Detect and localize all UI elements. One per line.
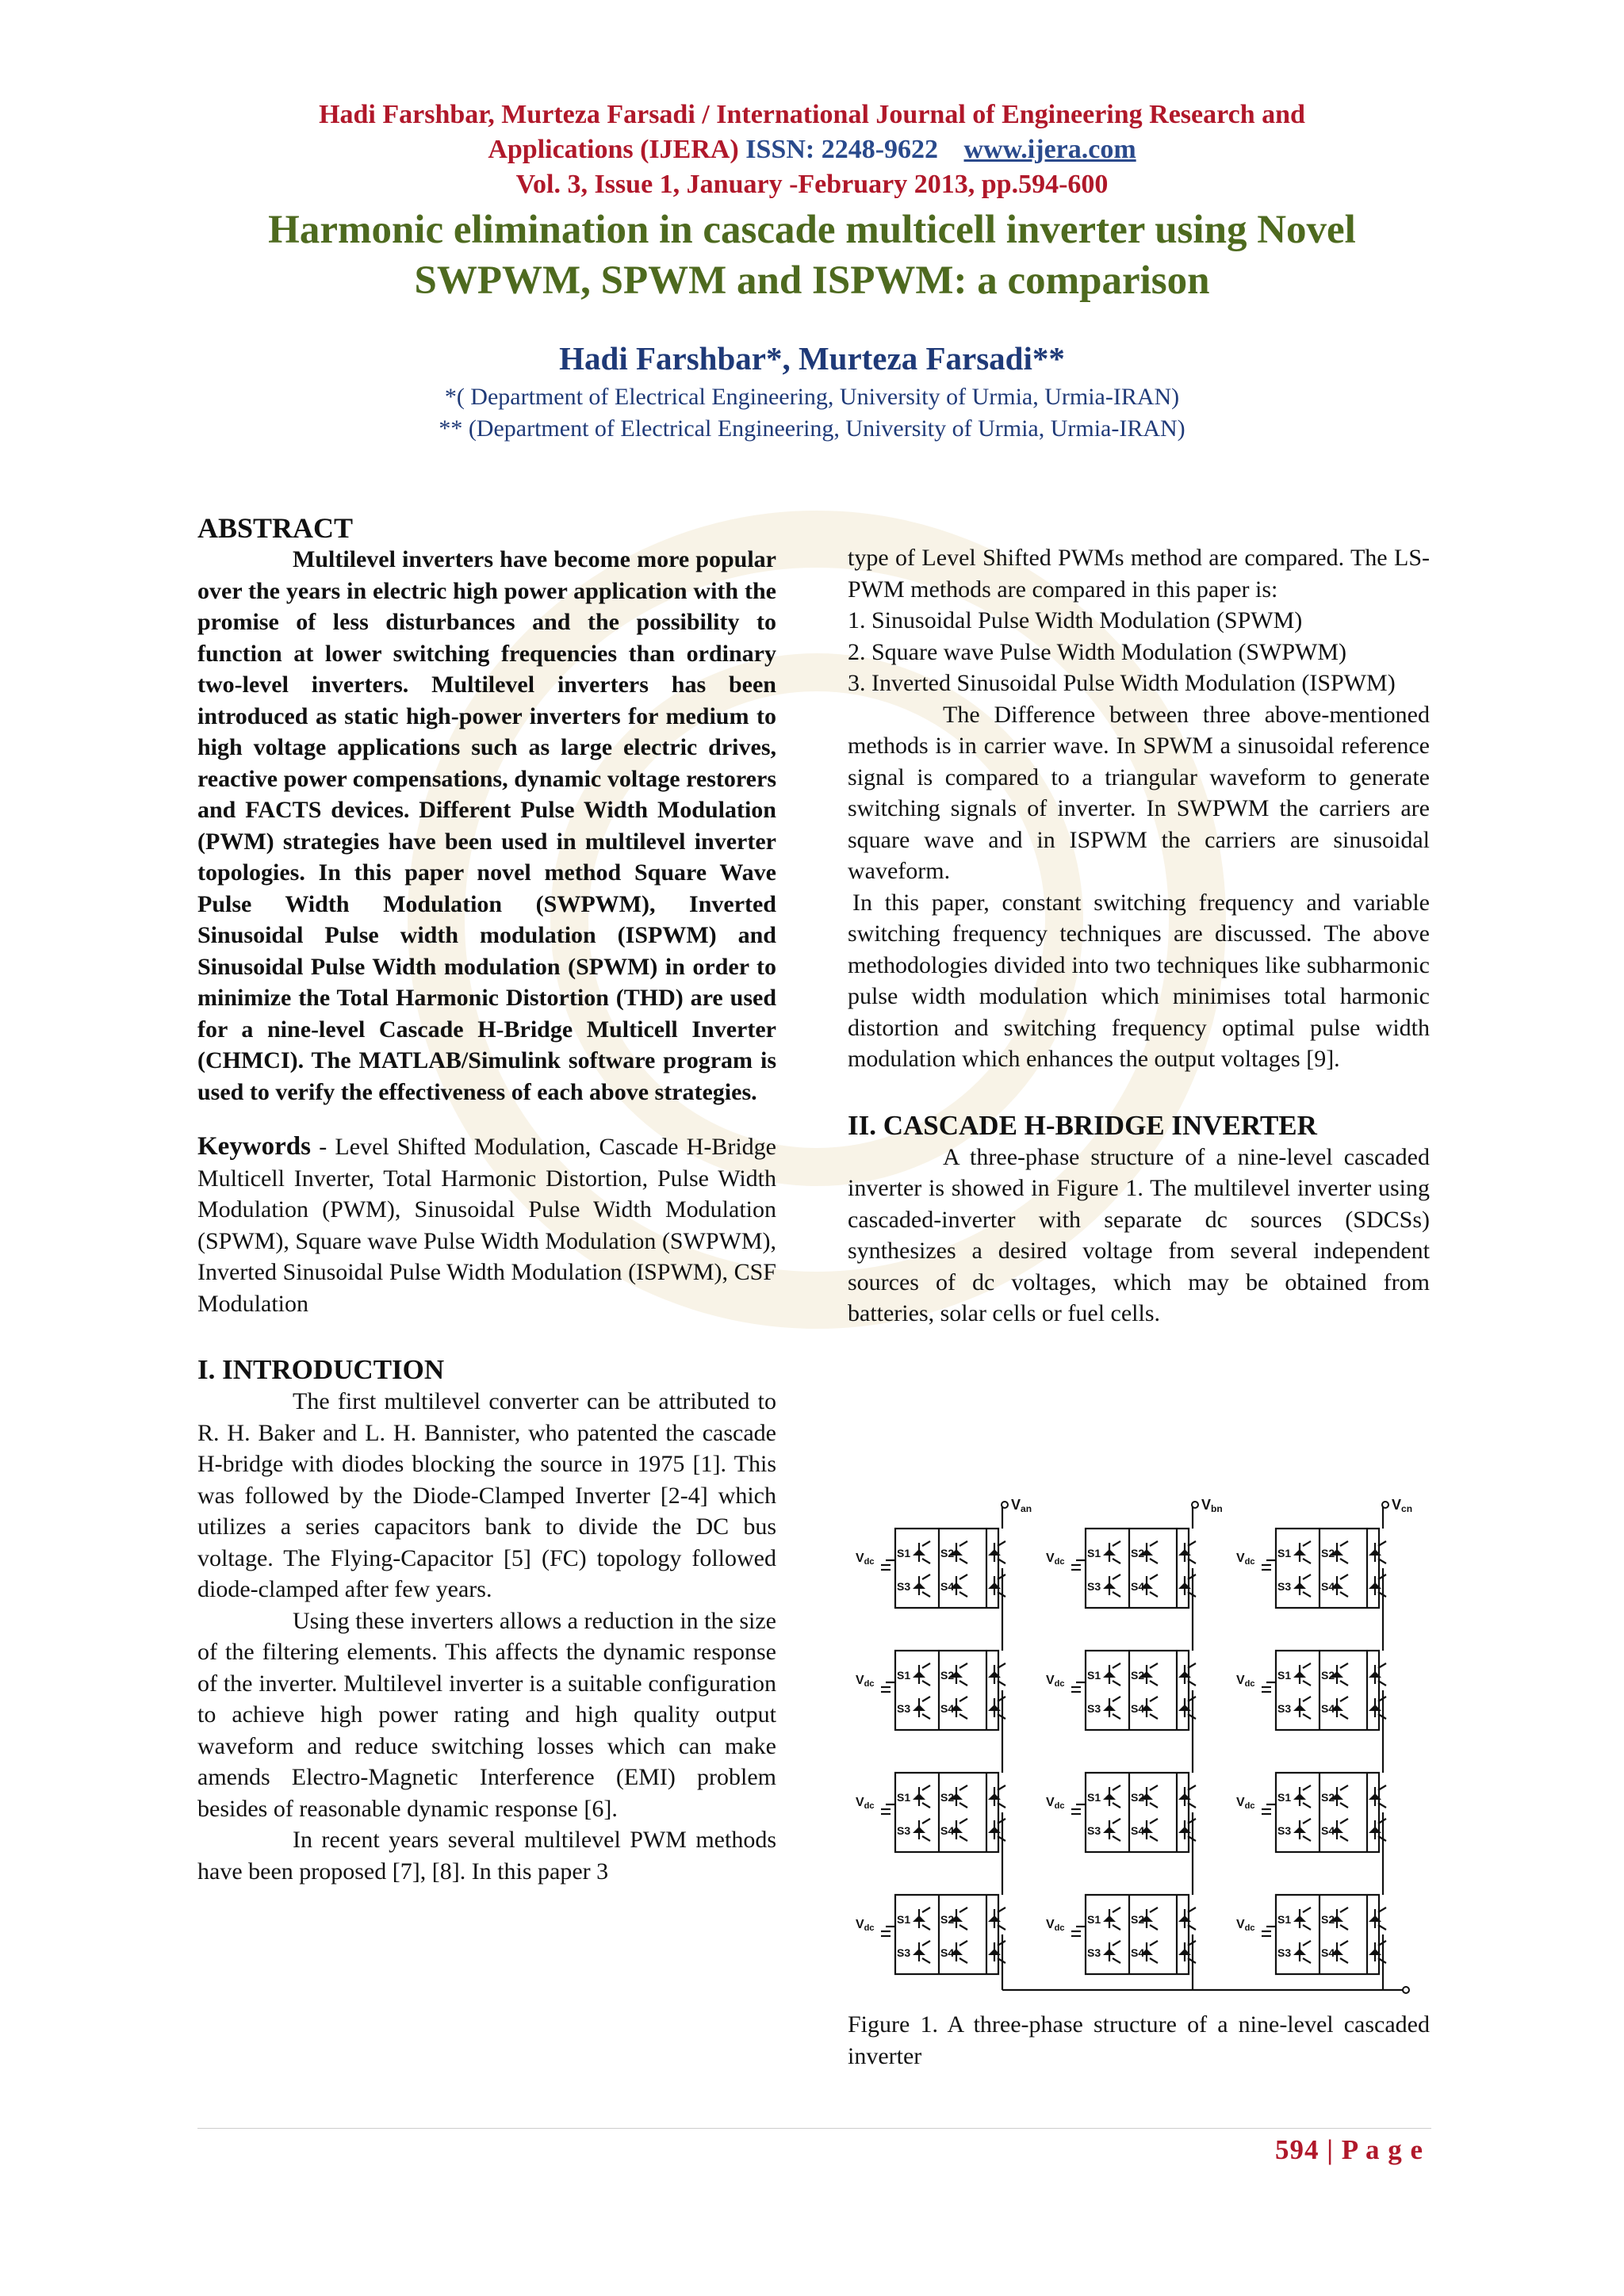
keywords bbox=[197, 1131, 776, 1319]
right-paragraph-2: The Difference between three above-mentioned methods is in carrier wave. In SPWM a sinusoidal reference signal is compared to a triangular waveform to generate switching signals of inverter. In SWPWM the carriers are square wave and in ISPWM the carriers are sinusoidal waveform. bbox=[848, 701, 1430, 884]
switch-label: S1 bbox=[897, 1913, 911, 1926]
vdc-label: Vdc bbox=[856, 1796, 875, 1811]
switch-lead bbox=[1113, 1714, 1120, 1719]
switch-label: S1 bbox=[897, 1547, 911, 1559]
switch-lead bbox=[959, 1681, 967, 1686]
switch-label: S4 bbox=[1321, 1702, 1335, 1715]
figure-1-circuit-diagram bbox=[848, 1497, 1419, 2011]
switch-label: S2 bbox=[1321, 1669, 1335, 1682]
switch-lead bbox=[1303, 1941, 1311, 1946]
switch-lead bbox=[1303, 1592, 1311, 1597]
switch-lead bbox=[1150, 1941, 1158, 1946]
switch-lead bbox=[1150, 1803, 1158, 1808]
switch-lead bbox=[1340, 1663, 1348, 1668]
switch-lead bbox=[1113, 1803, 1120, 1808]
diode-icon bbox=[1293, 1549, 1306, 1556]
right-paragraph-1: type of Level Shifted PWMs method are compared. The LS-PWM methods are compared in this paper is: bbox=[848, 545, 1430, 603]
switch-label: S2 bbox=[940, 1547, 955, 1559]
h-bridge-cell bbox=[1086, 1651, 1189, 1730]
page-number: 594 | P a g e bbox=[1275, 2134, 1423, 2165]
vdc-label: Vdc bbox=[1236, 1674, 1255, 1689]
switch-lead bbox=[1340, 1819, 1348, 1823]
h-bridge-cell bbox=[1086, 1529, 1189, 1608]
vdc-label: Vdc bbox=[1046, 1552, 1065, 1567]
footer-rule bbox=[197, 2128, 1431, 2129]
switch-lead bbox=[1150, 1714, 1158, 1719]
intro-paragraph-3: In recent years several multilevel PWM methods have been proposed [7], [8]. In this paper 3 bbox=[197, 1827, 776, 1885]
terminal-icon bbox=[1192, 1502, 1198, 1508]
switch-label: S4 bbox=[940, 1580, 955, 1593]
switch-lead bbox=[1303, 1541, 1311, 1546]
switch-lead bbox=[1303, 1559, 1311, 1563]
switch-lead bbox=[959, 1541, 967, 1546]
switch-lead bbox=[1113, 1697, 1120, 1701]
method-list bbox=[848, 605, 1430, 699]
switch-lead bbox=[922, 1941, 930, 1946]
switch-lead bbox=[1340, 1836, 1348, 1841]
switch-label: S3 bbox=[1277, 1702, 1292, 1715]
switch-lead bbox=[1113, 1819, 1120, 1823]
phase-label: Vbn bbox=[1201, 1497, 1223, 1514]
switch-label: S4 bbox=[940, 1946, 955, 1959]
issn: ISSN: 2248-9622 bbox=[745, 135, 939, 164]
switch-label: S1 bbox=[1277, 1547, 1292, 1559]
phase-label: Van bbox=[1011, 1497, 1032, 1514]
switch-lead bbox=[1340, 1697, 1348, 1701]
diode-icon bbox=[1293, 1671, 1306, 1678]
switch-lead bbox=[959, 1559, 967, 1563]
vdc-label: Vdc bbox=[1046, 1796, 1065, 1811]
switch-lead bbox=[1150, 1559, 1158, 1563]
switch-lead bbox=[922, 1592, 930, 1597]
switch-label: S3 bbox=[1087, 1702, 1101, 1715]
switch-lead bbox=[1303, 1697, 1311, 1701]
switch-lead bbox=[1303, 1785, 1311, 1790]
diode-icon bbox=[913, 1793, 925, 1800]
h-bridge-cell bbox=[1276, 1529, 1379, 1608]
method-list-item: 2. Square wave Pulse Width Modulation (SWPWM) bbox=[848, 638, 1347, 665]
switch-lead bbox=[1303, 1925, 1311, 1930]
switch-lead bbox=[1150, 1785, 1158, 1790]
switch-label: S3 bbox=[897, 1824, 911, 1837]
right-column bbox=[848, 542, 1430, 1330]
switch-lead bbox=[959, 1836, 967, 1841]
h-bridge-cell bbox=[1276, 1651, 1379, 1730]
running-header-line1: Hadi Farshbar, Murteza Farsadi / International Journal of Engineering Research and bbox=[319, 100, 1305, 129]
switch-lead bbox=[1113, 1681, 1120, 1686]
switch-lead bbox=[1150, 1697, 1158, 1701]
diode-icon bbox=[913, 1705, 925, 1711]
switch-lead bbox=[959, 1941, 967, 1946]
h-bridge-cell bbox=[1086, 1895, 1189, 1974]
switch-lead bbox=[959, 1819, 967, 1823]
diode-icon bbox=[913, 1549, 925, 1556]
intro-paragraph-1: The first multilevel converter can be attributed to R. H. Baker and L. H. Bannister, who patented the cascade H-bridge with diodes blocking the source in 1975 [1]. This was followed by the Diode-Clamped Inverter [2-4] which utilizes a series capacitors bank to divide the DC bus voltage. The Flying-Capacitor [5] (FC) topology followed diode-clamped after few years. bbox=[197, 1388, 776, 1602]
switch-lead bbox=[922, 1714, 930, 1719]
switch-lead bbox=[1150, 1819, 1158, 1823]
diode-icon bbox=[1103, 1793, 1116, 1800]
switch-label: S2 bbox=[1131, 1791, 1145, 1804]
switch-label: S4 bbox=[1321, 1580, 1335, 1593]
switch-lead bbox=[959, 1697, 967, 1701]
switch-lead bbox=[1113, 1559, 1120, 1563]
switch-lead bbox=[1340, 1803, 1348, 1808]
switch-lead bbox=[1340, 1575, 1348, 1579]
diode-icon bbox=[913, 1915, 925, 1922]
h-bridge-cell bbox=[895, 1651, 998, 1730]
vdc-label: Vdc bbox=[1046, 1674, 1065, 1689]
diode-icon bbox=[1103, 1827, 1116, 1833]
switch-label: S3 bbox=[1277, 1824, 1292, 1837]
method-list-item: 3. Inverted Sinusoidal Pulse Width Modulation (ISPWM) bbox=[848, 670, 1396, 696]
switch-label: S1 bbox=[897, 1669, 911, 1682]
switch-label: S1 bbox=[1277, 1913, 1292, 1926]
switch-lead bbox=[1340, 1681, 1348, 1686]
abstract-heading: ABSTRACT bbox=[197, 512, 354, 544]
terminal-icon bbox=[1382, 1502, 1388, 1508]
journal-website-link[interactable]: www.ijera.com bbox=[963, 135, 1136, 164]
switch-lead bbox=[922, 1958, 930, 1963]
switch-lead bbox=[1340, 1541, 1348, 1546]
title-line2: SWPWM, SPWM and ISPWM: a comparison bbox=[414, 258, 1210, 303]
diode-icon bbox=[1293, 1705, 1306, 1711]
diode-icon bbox=[1293, 1949, 1306, 1955]
diode-icon bbox=[913, 1671, 925, 1678]
switch-lead bbox=[922, 1908, 930, 1912]
switch-lead bbox=[1340, 1908, 1348, 1912]
switch-lead bbox=[1150, 1908, 1158, 1912]
section2-heading: II. CASCADE H-BRIDGE INVERTER bbox=[848, 1109, 1317, 1141]
switch-label: S2 bbox=[1321, 1791, 1335, 1804]
keywords-text: - Level Shifted Modulation, Cascade H-Bridge Multicell Inverter, Total Harmonic Distortion, Pulse Width Modulation (PWM), Sinusoidal Pulse Width Modulation (SPWM), Square wave Pulse Width Modulation (SWPWM), Inverted Sinusoidal Pulse Width Modulation (ISPWM), CSF Modulation bbox=[197, 1134, 776, 1317]
section2-paragraph: A three-phase structure of a nine-level cascaded inverter is showed in Figure 1. The multilevel inverter using cascaded-inverter with separate dc sources (SDCSs) synthesizes a desired voltage from several independent sources of dc voltages, which may be obtained from batteries, solar cells or fuel cells. bbox=[848, 1143, 1430, 1326]
switch-lead bbox=[1340, 1714, 1348, 1719]
switch-label: S1 bbox=[1277, 1791, 1292, 1804]
switch-lead bbox=[922, 1697, 930, 1701]
switch-lead bbox=[922, 1785, 930, 1790]
affiliation-1: *( Department of Electrical Engineering, University of Urmia, Urmia-IRAN) bbox=[444, 384, 1180, 410]
paper-title bbox=[119, 205, 1505, 306]
switch-lead bbox=[959, 1803, 967, 1808]
diode-icon bbox=[913, 1827, 925, 1833]
switch-lead bbox=[959, 1958, 967, 1963]
switch-lead bbox=[922, 1575, 930, 1579]
switch-label: S4 bbox=[940, 1702, 955, 1715]
diode-icon bbox=[1103, 1671, 1116, 1678]
left-column bbox=[197, 512, 776, 1887]
switch-label: S2 bbox=[940, 1791, 955, 1804]
switch-label: S2 bbox=[1321, 1913, 1335, 1926]
switch-label: S3 bbox=[897, 1580, 911, 1593]
switch-lead bbox=[959, 1925, 967, 1930]
h-bridge-cell bbox=[895, 1529, 998, 1608]
switch-lead bbox=[1113, 1663, 1120, 1668]
switch-lead bbox=[922, 1663, 930, 1668]
switch-lead bbox=[922, 1925, 930, 1930]
switch-lead bbox=[1303, 1958, 1311, 1963]
switch-lead bbox=[1113, 1592, 1120, 1597]
switch-label: S3 bbox=[1087, 1824, 1101, 1837]
switch-lead bbox=[922, 1681, 930, 1686]
diode-icon bbox=[1103, 1582, 1116, 1589]
switch-lead bbox=[959, 1714, 967, 1719]
switch-lead bbox=[922, 1541, 930, 1546]
switch-lead bbox=[1303, 1908, 1311, 1912]
switch-label: S4 bbox=[1321, 1824, 1335, 1837]
phase-label: Vcn bbox=[1392, 1497, 1413, 1514]
switch-lead bbox=[1150, 1925, 1158, 1930]
title-line1: Harmonic elimination in cascade multicell inverter using Novel bbox=[268, 208, 1356, 252]
switch-lead bbox=[1113, 1836, 1120, 1841]
switch-lead bbox=[1340, 1958, 1348, 1963]
figure-1-caption: Figure 1. A three-phase structure of a nine-level cascaded inverter bbox=[848, 2011, 1430, 2069]
switch-lead bbox=[1150, 1836, 1158, 1841]
switch-lead bbox=[922, 1559, 930, 1563]
switch-lead bbox=[1303, 1681, 1311, 1686]
switch-label: S4 bbox=[1131, 1580, 1145, 1593]
method-list-item: 1. Sinusoidal Pulse Width Modulation (SPWM) bbox=[848, 607, 1303, 633]
vdc-label: Vdc bbox=[1236, 1918, 1255, 1933]
h-bridge-cell bbox=[1276, 1895, 1379, 1974]
switch-lead bbox=[1150, 1575, 1158, 1579]
vdc-label: Vdc bbox=[1236, 1552, 1255, 1567]
running-header-line2 bbox=[119, 133, 1505, 166]
diode-icon bbox=[1103, 1705, 1116, 1711]
keywords-label: Keywords bbox=[197, 1132, 311, 1161]
volume-info: Vol. 3, Issue 1, January -February 2013, pp.594-600 bbox=[515, 170, 1109, 199]
switch-label: S4 bbox=[940, 1824, 955, 1837]
switch-lead bbox=[1340, 1785, 1348, 1790]
diode-icon bbox=[1103, 1549, 1116, 1556]
switch-lead bbox=[959, 1575, 967, 1579]
switch-label: S2 bbox=[1131, 1669, 1145, 1682]
diode-icon bbox=[1293, 1582, 1306, 1589]
switch-lead bbox=[922, 1803, 930, 1808]
diode-icon bbox=[1293, 1915, 1306, 1922]
switch-label: S2 bbox=[1131, 1547, 1145, 1559]
switch-lead bbox=[1113, 1785, 1120, 1790]
switch-label: S4 bbox=[1131, 1702, 1145, 1715]
diode-icon bbox=[1293, 1793, 1306, 1800]
switch-lead bbox=[922, 1819, 930, 1823]
switch-label: S2 bbox=[940, 1669, 955, 1682]
abstract-text: Multilevel inverters have become more popular over the years in electric high power application with the promise of less disturbances and the possibility to function at lower switching frequencies than ordinary two-level inverters. Multilevel inverters has been introduced as static high-power inverters for medium to high voltage applications such as large electric drives, reactive power compensations, dynamic voltage restorers and FACTS devices. Different Pulse Width Modulation (PWM) strategies have been used in multilevel inverter topologies. In this paper novel method Square Wave Pulse Width Modulation (SWPWM), Inverted Sinusoidal Pulse width modulation (ISPWM) and Sinusoidal Pulse Width modulation (SPWM) in order to minimize the Total Harmonic Distortion (THD) are used for a nine-level Cascade H-Bridge Multicell Inverter (CHMCI). The MATLAB/Simulink software program is used to verify the effectiveness of each above strategies. bbox=[197, 546, 776, 1105]
switch-lead bbox=[1303, 1663, 1311, 1668]
switch-lead bbox=[959, 1663, 967, 1668]
vdc-label: Vdc bbox=[856, 1552, 875, 1567]
switch-lead bbox=[1340, 1925, 1348, 1930]
switch-lead bbox=[1150, 1592, 1158, 1597]
switch-lead bbox=[1340, 1559, 1348, 1563]
switch-lead bbox=[1113, 1575, 1120, 1579]
switch-label: S2 bbox=[1131, 1913, 1145, 1926]
diode-icon bbox=[1293, 1827, 1306, 1833]
switch-lead bbox=[959, 1785, 967, 1790]
switch-lead bbox=[1150, 1958, 1158, 1963]
switch-lead bbox=[1113, 1941, 1120, 1946]
switch-lead bbox=[959, 1908, 967, 1912]
intro-heading: I. INTRODUCTION bbox=[197, 1354, 445, 1385]
switch-lead bbox=[1340, 1941, 1348, 1946]
switch-label: S4 bbox=[1131, 1946, 1145, 1959]
intro-paragraph-2: Using these inverters allows a reduction in the size of the filtering elements. This affects the dynamic response of the inverter. Multilevel inverter is a suitable configuration to achieve high power rating and high quality output waveform and reduce switching losses which can make amends Electro-Magnetic Interference (EMI) problem besides of reasonable dynamic response [6]. bbox=[197, 1607, 776, 1822]
switch-lead bbox=[1113, 1541, 1120, 1546]
switch-label: S4 bbox=[1321, 1946, 1335, 1959]
switch-lead bbox=[1150, 1663, 1158, 1668]
switch-label: S3 bbox=[1277, 1580, 1292, 1593]
switch-lead bbox=[1303, 1803, 1311, 1808]
switch-lead bbox=[1303, 1836, 1311, 1841]
authors: Hadi Farshbar*, Murteza Farsadi** bbox=[559, 340, 1065, 377]
switch-lead bbox=[1150, 1541, 1158, 1546]
switch-lead bbox=[959, 1592, 967, 1597]
diode-icon bbox=[913, 1582, 925, 1589]
switch-label: S4 bbox=[1131, 1824, 1145, 1837]
switch-lead bbox=[1113, 1958, 1120, 1963]
h-bridge-cell bbox=[1276, 1773, 1379, 1852]
switch-label: S1 bbox=[1087, 1791, 1101, 1804]
switch-label: S2 bbox=[1321, 1547, 1335, 1559]
switch-label: S2 bbox=[940, 1913, 955, 1926]
switch-lead bbox=[1150, 1681, 1158, 1686]
switch-lead bbox=[1113, 1908, 1120, 1912]
switch-label: S1 bbox=[897, 1791, 911, 1804]
vdc-label: Vdc bbox=[856, 1918, 875, 1933]
vdc-label: Vdc bbox=[1236, 1796, 1255, 1811]
affiliation-2: ** (Department of Electrical Engineering, University of Urmia, Urmia-IRAN) bbox=[439, 415, 1185, 442]
neutral-terminal-icon bbox=[1403, 1987, 1409, 1993]
diode-icon bbox=[913, 1949, 925, 1955]
switch-label: S3 bbox=[1087, 1580, 1101, 1593]
switch-label: S1 bbox=[1087, 1913, 1101, 1926]
terminal-icon bbox=[1002, 1502, 1008, 1508]
switch-lead bbox=[922, 1836, 930, 1841]
switch-lead bbox=[1113, 1925, 1120, 1930]
switch-label: S3 bbox=[1277, 1946, 1292, 1959]
h-bridge-cell bbox=[895, 1895, 998, 1974]
journal-name: Applications (IJERA) bbox=[488, 135, 739, 164]
switch-label: S1 bbox=[1087, 1669, 1101, 1682]
switch-label: S3 bbox=[1087, 1946, 1101, 1959]
switch-lead bbox=[1303, 1575, 1311, 1579]
switch-lead bbox=[1340, 1592, 1348, 1597]
switch-label: S1 bbox=[1087, 1547, 1101, 1559]
switch-label: S3 bbox=[897, 1946, 911, 1959]
h-bridge-cell bbox=[1086, 1773, 1189, 1852]
right-paragraph-3: In this paper, constant switching frequency and variable switching frequency techniques are discussed. The above methodologies divided into two techniques like subharmonic pulse width modulation which minimises total harmonic distortion and switching frequency optimal pulse width modulation which enhances the output voltages [9]. bbox=[848, 889, 1430, 1072]
switch-lead bbox=[1303, 1819, 1311, 1823]
switch-lead bbox=[1303, 1714, 1311, 1719]
switch-label: S3 bbox=[897, 1702, 911, 1715]
diode-icon bbox=[1103, 1949, 1116, 1955]
switch-label: S1 bbox=[1277, 1669, 1292, 1682]
diode-icon bbox=[1103, 1915, 1116, 1922]
vdc-label: Vdc bbox=[1046, 1918, 1065, 1933]
h-bridge-cell bbox=[895, 1773, 998, 1852]
vdc-label: Vdc bbox=[856, 1674, 875, 1689]
